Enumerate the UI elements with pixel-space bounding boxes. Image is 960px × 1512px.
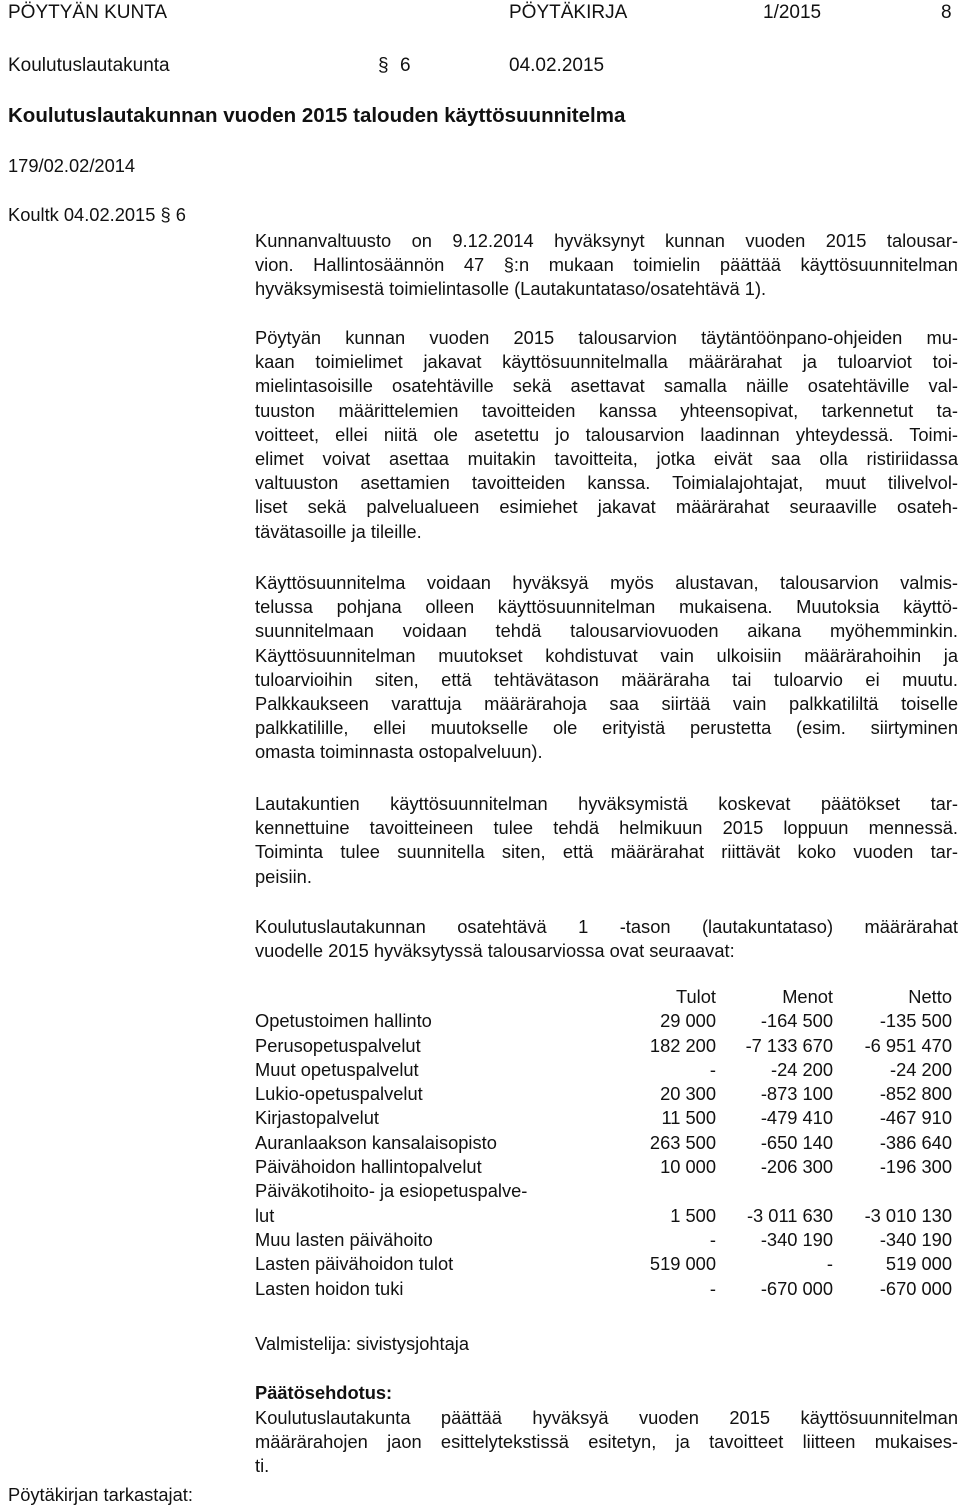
- meeting-date: 04.02.2015: [509, 55, 605, 76]
- table-row: Päiväkotihoito- ja esiopetuspalve- lut 1 500 -3 011 630 -3 010 130: [255, 1180, 952, 1226]
- section-symbol-inline: §: [503, 254, 514, 276]
- left-reference-symbol: §: [160, 204, 171, 225]
- table-header-row: [255, 985, 952, 1009]
- paragraph-line: liset sekä palvelualueen esimiehet jakavat määrärahat seuraaville osateh-: [255, 496, 958, 518]
- paragraph-line: Käyttösuunnitelma voidaan hyväksyä myös alustavan, talousarvion valmis-: [255, 572, 958, 593]
- paragraph-line: Toiminta tulee suunnitella siten, että määrärahat riittävät koko vuoden tar-: [255, 841, 958, 863]
- document-type: PÖYTÄKIRJA: [509, 2, 628, 23]
- table-row: Lasten hoidon tuki - -670 000 -670 000: [255, 1277, 952, 1299]
- table-row: Muu lasten päivähoito - -340 190 -340 190: [255, 1228, 952, 1250]
- table-row: Muut opetuspalvelut - -24 200 -24 200: [255, 1058, 952, 1080]
- proposal-heading: Päätösehdotus:: [255, 1382, 393, 1403]
- paragraph-line: Lautakuntien käyttösuunnitelman hyväksymistä koskevat päätökset tar-: [255, 793, 958, 814]
- column-header-netto: Netto: [908, 986, 952, 1007]
- left-reference-prefix: Koultk 04.02.2015: [8, 204, 156, 225]
- budget-table: [255, 985, 952, 1301]
- paragraph-line: voitteet, ellei niitä ole asetettu jo talousarvion laadinnan yhteydessä. Toimi-: [255, 423, 958, 445]
- left-reference-number: 6: [175, 204, 186, 225]
- table-row: Lasten päivähoidon tulot 519 000 - 519 000: [255, 1253, 952, 1275]
- paragraph-line: Palkkaukseen varattuja määrärahoja saa siirtää vain palkkatililtä toiselle: [255, 693, 958, 715]
- paragraph-line: kennettuine tavoitteineen tulee tehdä helmikuun 2015 loppuun mennessä.: [255, 817, 958, 839]
- table-row: Perusopetuspalvelut 182 200 -7 133 670 -6 951 470: [255, 1034, 952, 1056]
- intro-line: vion. Hallintosäännön 47 §:n mukaan toimielin päättää käyttösuunnitelman: [255, 254, 958, 276]
- section-number: 6: [400, 55, 411, 76]
- paragraph-line: tuloarvioihin siten, että tehtävätason määräraha tai tuloarvio ei muutu.: [255, 668, 958, 690]
- paragraph-line: kaan toimielimet jakavat käyttösuunnitelmalla määrärahat ja tuloarviot toi-: [255, 351, 958, 373]
- minutes-reviewers-label: Pöytäkirjan tarkastajat:: [8, 1484, 193, 1505]
- page-title: Koulutuslautakunnan vuoden 2015 talouden käyttösuunnitelma: [8, 104, 626, 127]
- page-number: 8: [941, 2, 952, 23]
- section-symbol: §: [378, 55, 389, 76]
- paragraph-1: [255, 326, 958, 544]
- intro-paragraph: [255, 229, 958, 302]
- column-header-menot: Menot: [782, 986, 833, 1007]
- paragraph-4: [255, 915, 958, 963]
- proposal-line: määrärahojen jaon esittelytekstissä esitetyn, ja tavoitteet liitteen mukaises-: [255, 1431, 958, 1453]
- paragraph-line: telussa pohjana olleen käyttösuunnitelman mukaisena. Muutoksia käyttö-: [255, 596, 958, 618]
- paragraph-line: Käyttösuunnitelman muutokset kohdistuvat vain ulkoisiin määrärahoihin ja: [255, 644, 958, 666]
- proposal-line: ti.: [255, 1455, 270, 1477]
- paragraph-line: elimet voivat asettaa muitakin tavoitteita, jotka eivät saa olla ristiriidassa: [255, 448, 958, 470]
- intro-line: Kunnanvaltuusto on 9.12.2014 hyväksynyt kunnan vuoden 2015 talousar-: [255, 230, 958, 251]
- intro-line: hyväksymisestä toimielintasolle (Lautakuntataso/osatehtävä 1).: [255, 278, 767, 300]
- paragraph-line: peisiin.: [255, 865, 312, 887]
- preparer-line: Valmistelija: sivistysjohtaja: [255, 1333, 470, 1354]
- table-row: Lukio-opetuspalvelut 20 300 -873 100 -852 800: [255, 1083, 952, 1105]
- paragraph-line: suunnitelmaan voidaan tehdä talousarviovuoden aikana myöhemminkin.: [255, 620, 958, 642]
- paragraph-2: [255, 571, 958, 765]
- paragraph-line: Koulutuslautakunnan osatehtävä 1 -tason (lautakuntataso) määrärahat: [255, 916, 958, 937]
- paragraph-line: palkkatilille, ellei muutokselle ole erityistä perustetta (esim. siirtyminen: [255, 717, 958, 739]
- municipality-name: PÖYTYÄN KUNTA: [8, 2, 168, 23]
- paragraph-line: mielintasoisille osatehtäville sekä asettavat samalla näille osatehtäville val-: [255, 375, 958, 397]
- proposal-text: [255, 1406, 958, 1479]
- paragraph-line: valtuuston asettamien tavoitteiden kanssa. Toimialajohtajat, muut tilivelvol-: [255, 472, 958, 494]
- paragraph-line: omasta toiminnasta ostopalveluun).: [255, 741, 543, 763]
- left-reference: [8, 204, 186, 226]
- paragraph-line: tuuston määrittelemien tavoitteiden kanssa yhteensopivat, tarkennetut ta-: [255, 399, 958, 421]
- table-row: Kirjastopalvelut 11 500 -479 410 -467 910: [255, 1107, 952, 1129]
- column-header-tulot: Tulot: [676, 986, 716, 1007]
- paragraph-line: tävätasoille ja tileille.: [255, 520, 422, 542]
- table-row: Auranlaakson kansalaisopisto 263 500 -650 140 -386 640: [255, 1131, 952, 1153]
- paragraph-line: vuodelle 2015 hyväksytyssä talousarviossa ovat seuraavat:: [255, 940, 735, 962]
- proposal-line: Koulutuslautakunta päättää hyväksyä vuoden 2015 käyttösuunnitelman: [255, 1407, 958, 1428]
- document-number: 1/2015: [763, 2, 822, 23]
- reference-number: 179/02.02/2014: [8, 155, 136, 176]
- table-row: Päivähoidon hallintopalvelut 10 000 -206 300 -196 300: [255, 1156, 952, 1178]
- committee-name: Koulutuslautakunta: [8, 55, 170, 76]
- paragraph-line: Pöytyän kunnan vuoden 2015 talousarvion täytäntöönpano-ohjeiden mu-: [255, 327, 958, 348]
- table-row: Opetustoimen hallinto 29 000 -164 500 -135 500: [255, 1010, 952, 1032]
- paragraph-3: [255, 792, 958, 889]
